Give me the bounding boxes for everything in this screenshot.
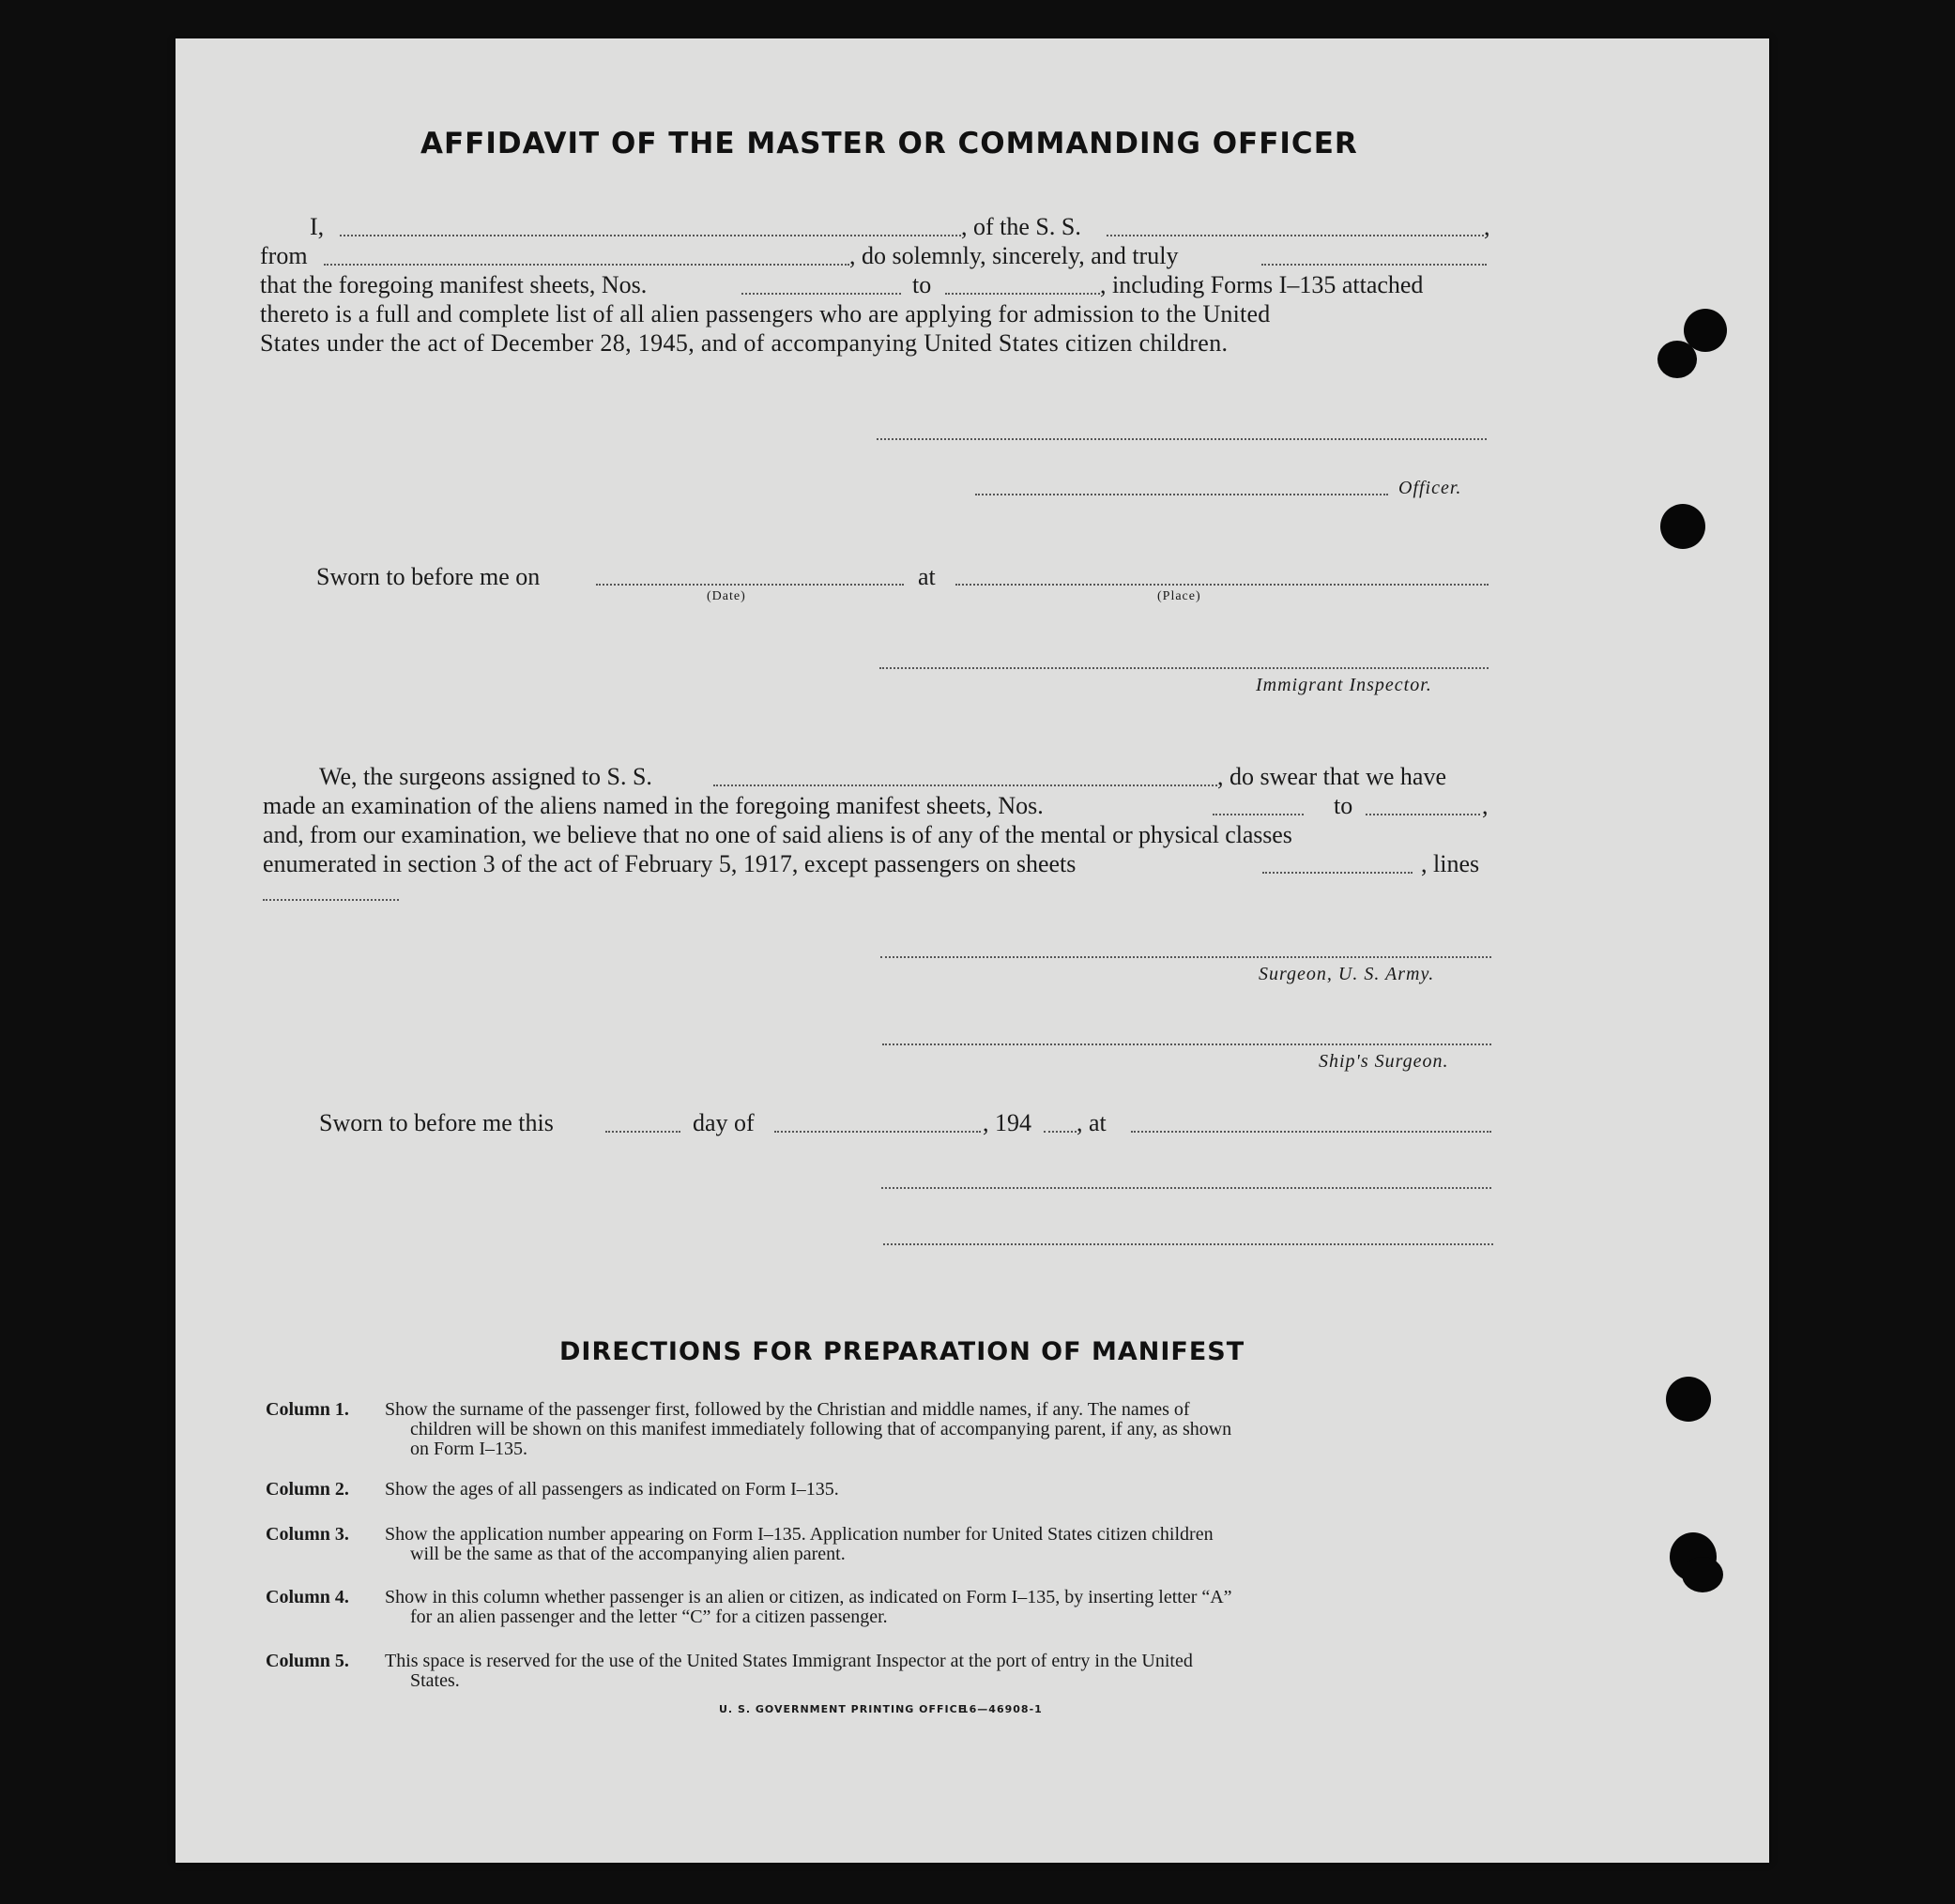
sworn-at: at	[918, 563, 936, 590]
sworn-year-blank[interactable]	[1044, 1131, 1077, 1133]
sworn-date-blank[interactable]	[596, 584, 904, 586]
affidavit-line-1-comma: ,	[1484, 213, 1490, 240]
date-caption: (Date)	[707, 589, 746, 603]
except-lines-blank[interactable]	[263, 899, 399, 901]
column-1-line-1: Show the surname of the passenger first, followed by the Christian and middle names, if any. The names of	[385, 1399, 1190, 1420]
column-3-label: Column 3.	[266, 1524, 349, 1545]
sworn-at-2: , at	[1077, 1109, 1107, 1136]
master-signature-line[interactable]	[877, 438, 1487, 440]
column-1-label: Column 1.	[266, 1399, 349, 1420]
sheet-to-blank[interactable]	[945, 293, 1100, 295]
surgeons-line-1-suffix: , do swear that we have	[1217, 763, 1447, 790]
column-3-line-2: will be the same as that of the accompanying alien parent.	[410, 1544, 846, 1564]
form-code: 16—46908-1	[961, 1703, 1043, 1715]
ship-name-blank[interactable]	[1107, 235, 1484, 236]
sworn-place-blank-2[interactable]	[1131, 1131, 1491, 1133]
punch-hole	[1682, 1557, 1723, 1592]
port-from-blank[interactable]	[324, 264, 849, 266]
officer-name-blank[interactable]	[340, 235, 961, 236]
army-surgeon-signature-line[interactable]	[880, 956, 1491, 958]
affidavit-title: AFFIDAVIT OF THE MASTER OR COMMANDING OFFICER	[420, 127, 1358, 160]
inspector-label: Immigrant Inspector.	[1256, 675, 1432, 695]
sworn-year-prefix: , 194	[983, 1109, 1031, 1136]
column-1-line-2: children will be shown on this manifest immediately following that of accompanying parent, if any, as shown	[410, 1419, 1232, 1439]
oath-blank[interactable]	[1261, 264, 1487, 266]
army-surgeon-label: Surgeon, U. S. Army.	[1259, 964, 1435, 984]
affidavit-line-3-prefix: that the foregoing manifest sheets, Nos.	[260, 271, 648, 298]
surgeons-line-4-lines: , lines	[1421, 850, 1480, 877]
column-5-label: Column 5.	[266, 1651, 349, 1671]
sworn-place-blank[interactable]	[955, 584, 1489, 586]
directions-title: DIRECTIONS FOR PREPARATION OF MANIFEST	[559, 1337, 1245, 1366]
surgeons-sheet-from-blank[interactable]	[1213, 814, 1304, 815]
column-4-label: Column 4.	[266, 1587, 349, 1607]
printer-imprint: U. S. GOVERNMENT PRINTING OFFICE	[719, 1703, 967, 1715]
surgeons-ship-blank[interactable]	[713, 784, 1217, 786]
surgeons-line-1-prefix: We, the surgeons assigned to S. S.	[319, 763, 652, 790]
inspector-signature-line-2[interactable]	[881, 1187, 1491, 1189]
except-sheets-blank[interactable]	[1262, 872, 1413, 874]
sheet-from-blank[interactable]	[741, 293, 901, 295]
column-5-line-2: States.	[410, 1670, 460, 1691]
sworn-this-prefix: Sworn to before me this	[319, 1109, 554, 1136]
affidavit-line-2-prefix: from	[260, 242, 308, 269]
surgeons-line-4-prefix: enumerated in section 3 of the act of February 5, 1917, except passengers on sheets	[263, 850, 1077, 877]
affidavit-line-4: thereto is a full and complete list of all alien passengers who are applying for admission to the United	[260, 300, 1271, 327]
punch-hole	[1660, 504, 1705, 549]
officer-title-line[interactable]	[975, 494, 1388, 495]
column-4-line-2: for an alien passenger and the letter “C” for a citizen passenger.	[410, 1607, 888, 1627]
sworn-day-of: day of	[693, 1109, 755, 1136]
surgeons-line-2-comma: ,	[1482, 792, 1489, 819]
punch-hole	[1666, 1377, 1711, 1422]
ships-surgeon-signature-line[interactable]	[882, 1043, 1491, 1045]
ships-surgeon-label: Ship's Surgeon.	[1319, 1051, 1449, 1072]
affidavit-line-3-to: to	[912, 271, 932, 298]
column-1-line-3: on Form I–135.	[410, 1439, 527, 1459]
affidavit-line-2-swear: , do solemnly, sincerely, and truly	[849, 242, 1179, 269]
surgeons-line-2-prefix: made an examination of the aliens named in the foregoing manifest sheets, Nos.	[263, 792, 1044, 819]
column-2-line-1: Show the ages of all passengers as indicated on Form I–135.	[385, 1479, 839, 1500]
column-2-label: Column 2.	[266, 1479, 349, 1500]
affidavit-line-3-forms: , including Forms I–135 attached	[1100, 271, 1424, 298]
column-4-line-1: Show in this column whether passenger is an alien or citizen, as indicated on Form I–135, by inserting letter “A”	[385, 1587, 1232, 1607]
affidavit-line-1-prefix: I,	[310, 213, 325, 240]
sworn-on-prefix: Sworn to before me on	[316, 563, 541, 590]
sworn-day-blank[interactable]	[605, 1131, 680, 1133]
column-3-line-1: Show the application number appearing on Form I–135. Application number for United States citizen children	[385, 1524, 1214, 1545]
officer-label: Officer.	[1398, 478, 1462, 498]
inspector-title-line-2[interactable]	[883, 1243, 1493, 1245]
affidavit-line-5: States under the act of December 28, 1945, and of accompanying United States citizen children.	[260, 329, 1229, 357]
sworn-month-blank[interactable]	[774, 1131, 981, 1133]
surgeons-line-2-to: to	[1334, 792, 1353, 819]
surgeons-sheet-to-blank[interactable]	[1366, 814, 1480, 815]
affidavit-line-1-ship: , of the S. S.	[961, 213, 1081, 240]
form-sheet	[176, 38, 1769, 1863]
column-5-line-1: This space is reserved for the use of the United States Immigrant Inspector at the port of entry in the United	[385, 1651, 1193, 1671]
inspector-signature-line[interactable]	[879, 667, 1489, 669]
surgeons-line-3: and, from our examination, we believe that no one of said aliens is of any of the mental or physical classes	[263, 821, 1292, 848]
place-caption: (Place)	[1157, 589, 1201, 603]
punch-hole	[1657, 341, 1697, 378]
